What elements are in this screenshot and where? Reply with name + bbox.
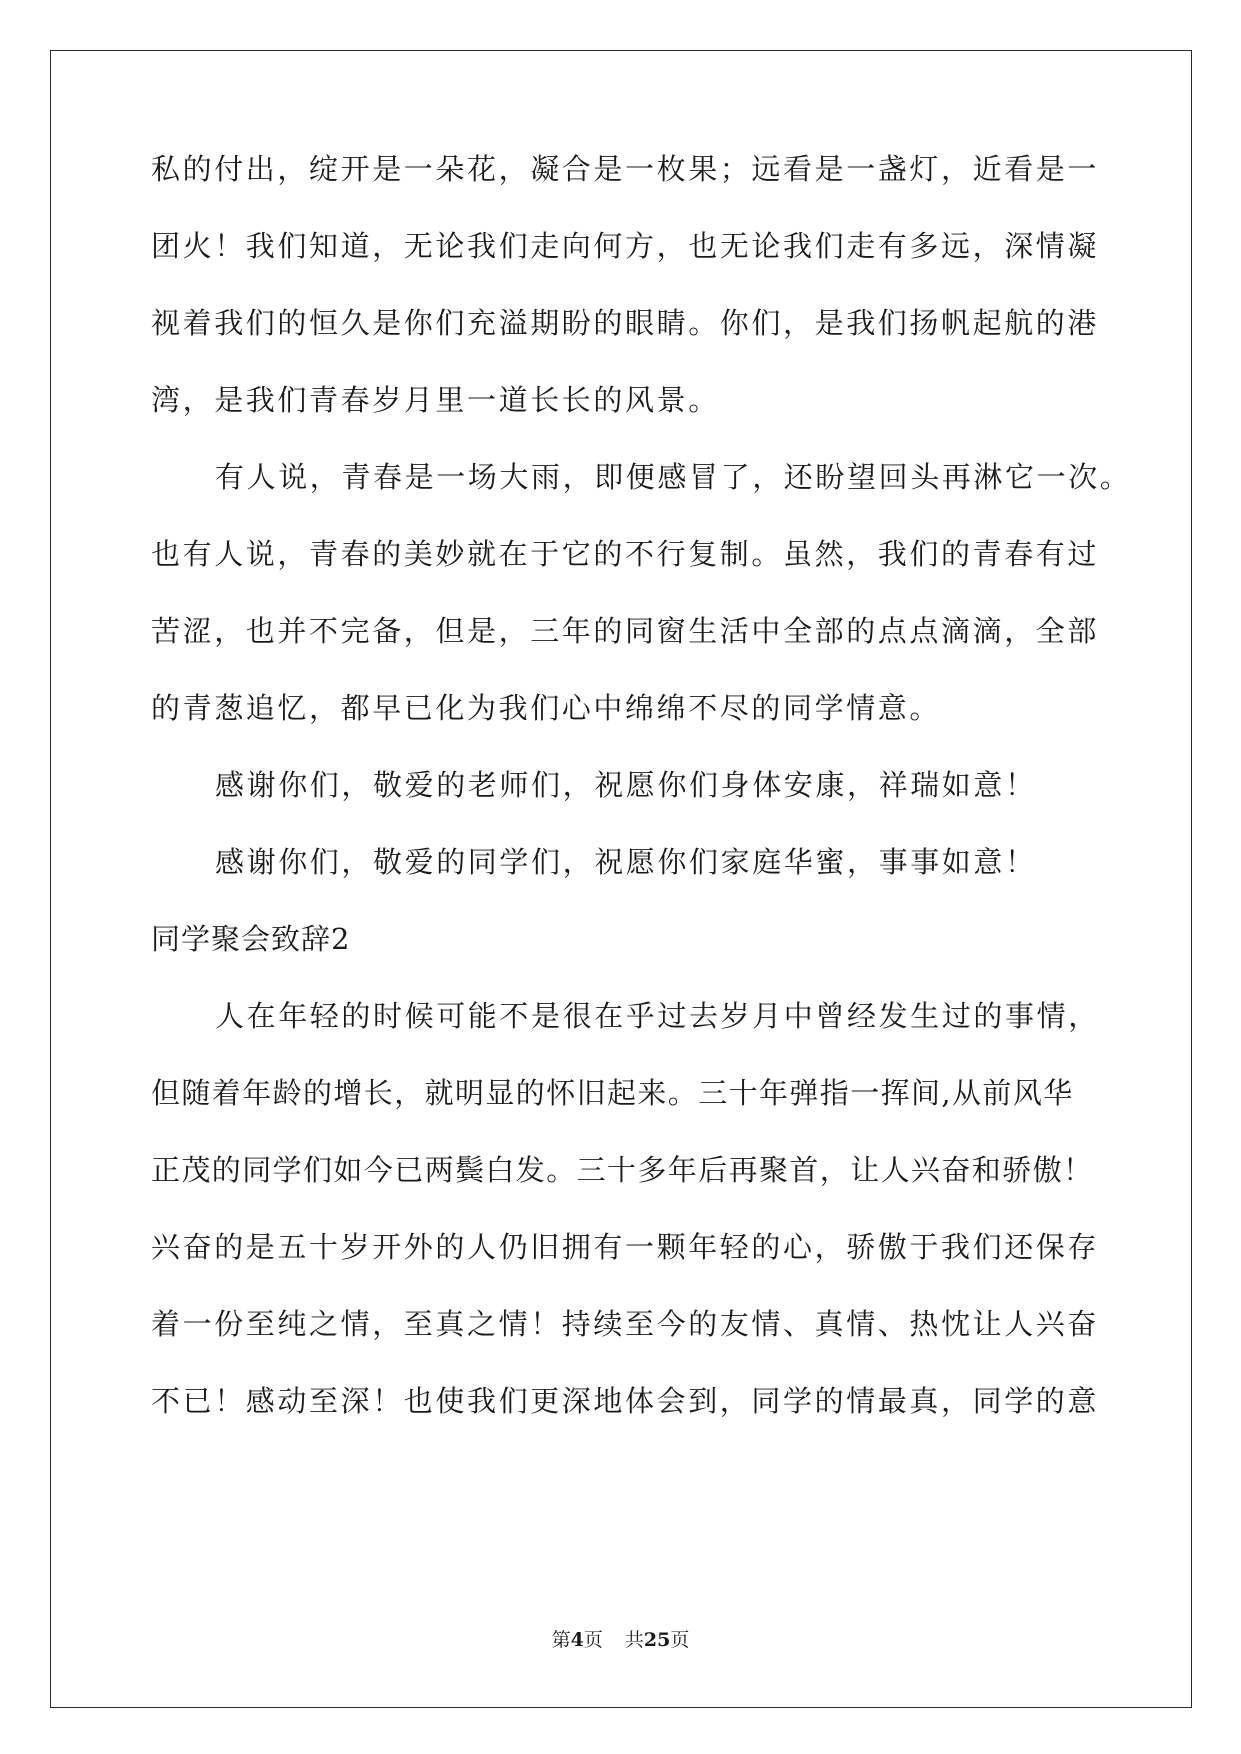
paragraph-line: 也有人说，青春的美妙就在于它的不行复制。虽然，我们的青春有过 bbox=[151, 537, 1100, 571]
paragraph-line: 团火！我们知道，无论我们走向何方，也无论我们走有多远，深情凝 bbox=[151, 229, 1100, 263]
paragraph-line: 湾，是我们青春岁月里一道长长的风景。 bbox=[151, 383, 720, 417]
total-pages: 25 bbox=[643, 1629, 671, 1651]
paragraph-line: 的青葱追忆，都早已化为我们心中绵绵不尽的同学情意。 bbox=[151, 691, 942, 725]
paragraph-line: 不已！感动至深！也使我们更深地体会到，同学的情最真，同学的意 bbox=[151, 1384, 1100, 1418]
paragraph-line: 人在年轻的时候可能不是很在乎过去岁月中曾经发生过的事情， bbox=[215, 999, 1100, 1033]
paragraph-line: 有人说，青春是一场大雨，即便感冒了，还盼望回头再淋它一次。 bbox=[215, 460, 1132, 494]
paragraph-line: 苦涩，也并不完备，但是，三年的同窗生活中全部的点点滴滴，全部 bbox=[151, 614, 1100, 648]
paragraph-line: 感谢你们，敬爱的老师们，祝愿你们身体安康，祥瑞如意！ bbox=[215, 768, 1037, 802]
paragraph-line: 视着我们的恒久是你们充溢期盼的眼睛。你们，是我们扬帆起航的港 bbox=[151, 306, 1100, 340]
total-suffix: 页 bbox=[670, 1629, 690, 1651]
page-suffix: 页 bbox=[583, 1629, 603, 1651]
total-prefix: 共 bbox=[624, 1629, 644, 1651]
paragraph-line: 着一份至纯之情，至真之情！持续至今的友情、真情、热忱让人兴奋 bbox=[151, 1307, 1100, 1341]
section-heading: 同学聚会致辞2 bbox=[151, 922, 351, 956]
page-number: 4 bbox=[570, 1629, 584, 1651]
paragraph-line: 私的付出，绽开是一朵花，凝合是一枚果；远看是一盏灯，近看是一 bbox=[151, 152, 1100, 186]
paragraph-line: 但随着年龄的增长，就明显的怀旧起来。三十年弹指一挥间,从前风华 bbox=[151, 1076, 1074, 1110]
paragraph-line: 感谢你们，敬爱的同学们，祝愿你们家庭华蜜，事事如意！ bbox=[215, 845, 1037, 879]
paragraph-line: 兴奋的是五十岁开外的人仍旧拥有一颗年轻的心，骄傲于我们还保存 bbox=[151, 1230, 1100, 1264]
paragraph-line: 正茂的同学们如今已两鬓白发。三十多年后再聚首，让人兴奋和骄傲！ bbox=[151, 1153, 1094, 1187]
page-footer bbox=[0, 1628, 1241, 1652]
page-prefix: 第 bbox=[551, 1629, 571, 1651]
